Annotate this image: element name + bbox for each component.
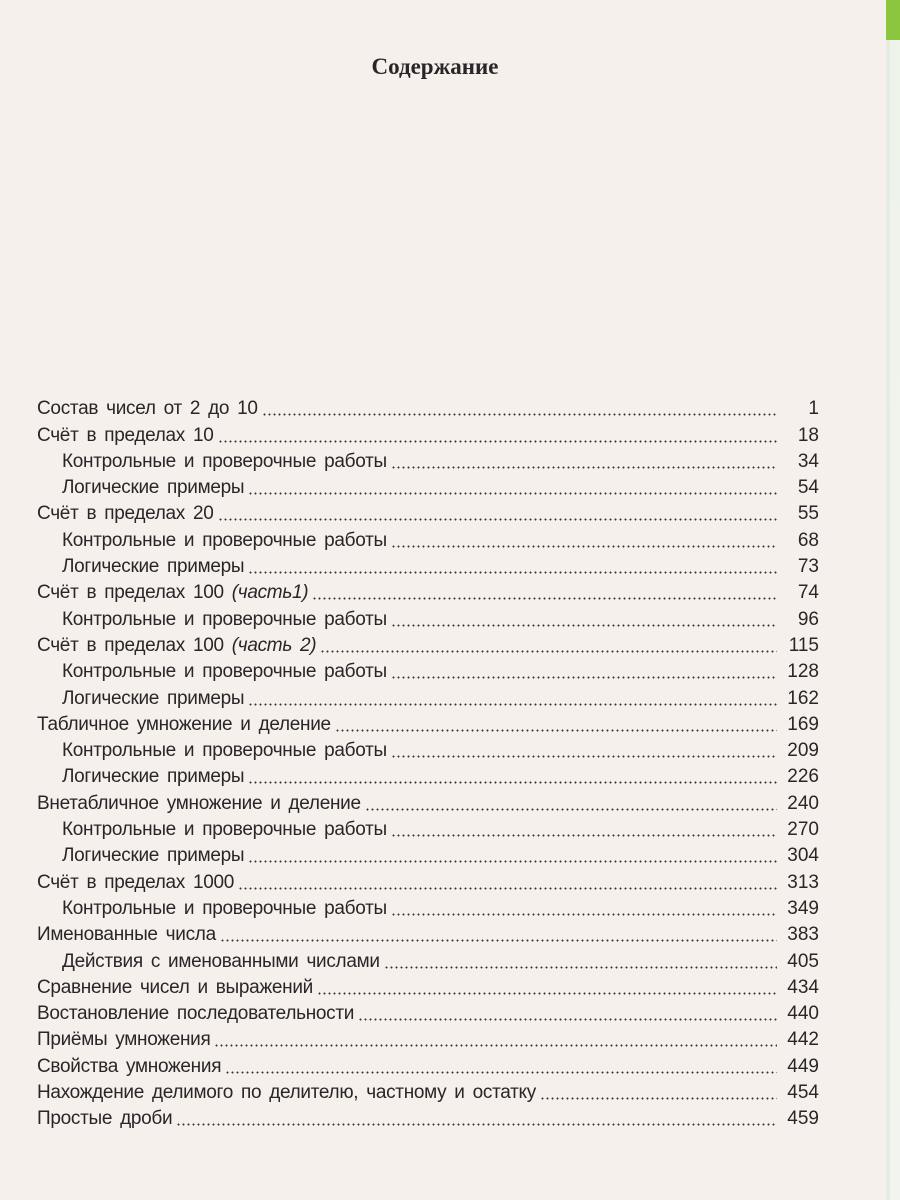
toc-entry-page: 96 [797, 608, 819, 630]
toc-entry-title [62, 477, 244, 499]
toc-entry [37, 1078, 819, 1104]
toc-entry-page: 240 [787, 792, 819, 814]
toc-entry-page: 162 [787, 687, 819, 709]
toc-entry [37, 552, 819, 578]
toc-entry-text: Табличное умножение и деление [37, 713, 331, 735]
toc-entry-text: Контрольные и проверочные работы [62, 819, 387, 841]
toc-entry-page: 34 [797, 450, 819, 472]
toc-entry-text: Действия с именованными числами [62, 950, 380, 972]
toc-entry-page: 18 [797, 424, 819, 446]
toc-entry-text: Приёмы умножения [37, 1029, 211, 1051]
toc-entry-title [62, 951, 380, 973]
dot-leader [262, 413, 777, 416]
toc-entry-page: 434 [787, 976, 819, 998]
toc-entry [37, 420, 819, 446]
dot-leader [320, 650, 777, 653]
toc-entry-text: Свойства умножения [37, 1055, 222, 1077]
toc-entry [37, 604, 819, 630]
toc-entry-page: 55 [797, 503, 819, 525]
toc-entry [37, 394, 819, 420]
table-of-contents [37, 394, 819, 1130]
toc-entry-text: Счёт в пределах 100 [37, 582, 232, 604]
dot-leader [391, 466, 777, 469]
toc-entry-title [37, 582, 308, 604]
toc-entry [37, 867, 819, 893]
toc-entry-page: 74 [797, 582, 819, 604]
dot-leader [391, 624, 777, 627]
toc-entry-page: 454 [787, 1082, 819, 1104]
toc-entry-part: (часть 2) [231, 634, 317, 656]
toc-entry-page: 405 [787, 950, 819, 972]
toc-entry-title [37, 1082, 536, 1104]
toc-entry [37, 815, 819, 841]
toc-entry [37, 894, 819, 920]
toc-entry-part: (часть1) [231, 582, 309, 604]
toc-entry-title [62, 556, 244, 578]
toc-entry-title [37, 793, 361, 815]
toc-entry-text: Контрольные и проверочные работы [62, 661, 387, 683]
toc-entry [37, 578, 819, 604]
toc-entry-text: Состав чисел от 2 до 10 [37, 398, 258, 420]
toc-entry-page: 270 [787, 819, 819, 841]
dot-leader [391, 755, 777, 758]
toc-entry-page: 226 [787, 766, 819, 788]
toc-entry-text: Контрольные и проверочные работы [62, 740, 387, 762]
dot-leader [391, 676, 777, 679]
toc-entry-text: Внетабличное умножение и деление [37, 792, 361, 814]
dot-leader [391, 545, 777, 548]
dot-leader [176, 1123, 777, 1126]
toc-entry-page: 304 [787, 845, 819, 867]
toc-entry-page: 73 [797, 556, 819, 578]
page-edge-strip [886, 0, 900, 1200]
toc-entry-text: Логические примеры [62, 687, 245, 709]
toc-entry [37, 683, 819, 709]
dot-leader [214, 1044, 777, 1047]
toc-entry [37, 447, 819, 473]
toc-entry-title [37, 714, 331, 736]
toc-entry [37, 1051, 819, 1077]
toc-entry-page: 459 [787, 1108, 819, 1130]
page-title: Содержание [371, 54, 499, 79]
dot-leader [248, 492, 777, 495]
toc-entry [37, 1025, 819, 1051]
dot-leader [391, 913, 777, 916]
toc-entry-title [37, 924, 216, 946]
toc-entry-title [37, 872, 234, 894]
dot-leader [218, 440, 777, 443]
toc-entry-text: Счёт в пределах 100 [37, 634, 232, 656]
toc-entry-page: 440 [787, 1003, 819, 1025]
toc-entry-page: 449 [787, 1055, 819, 1077]
dot-leader [335, 729, 777, 732]
dot-leader [317, 992, 777, 995]
dot-leader [540, 1097, 777, 1100]
toc-entry-title [62, 530, 387, 552]
toc-entry-page: 313 [787, 871, 819, 893]
dot-leader [220, 939, 777, 942]
toc-entry-text: Контрольные и проверочные работы [62, 608, 387, 630]
toc-entry [37, 920, 819, 946]
toc-entry-title [62, 661, 387, 683]
toc-entry-title [37, 1029, 210, 1051]
toc-entry-text: Сравнение чисел и выражений [37, 976, 313, 998]
toc-entry-text: Логические примеры [62, 556, 245, 578]
toc-entry-title [62, 451, 387, 473]
toc-entry [37, 736, 819, 762]
toc-entry-title [62, 898, 387, 920]
toc-entry [37, 631, 819, 657]
toc-entry-title [37, 503, 214, 525]
dot-leader [225, 1071, 777, 1074]
toc-entry-title [62, 819, 387, 841]
toc-entry [37, 473, 819, 499]
toc-entry-title [37, 398, 258, 420]
toc-entry-page: 128 [787, 661, 819, 683]
toc-entry-title [37, 1056, 221, 1078]
toc-entry-text: Счёт в пределах 1000 [37, 871, 235, 893]
toc-entry-page: 1 [808, 398, 819, 420]
toc-entry-text: Счёт в пределах 10 [37, 424, 214, 446]
dot-leader [248, 571, 777, 574]
toc-entry-title [62, 845, 244, 867]
toc-entry [37, 788, 819, 814]
toc-entry-text: Счёт в пределах 20 [37, 503, 214, 525]
toc-entry-page: 68 [797, 529, 819, 551]
toc-entry-text: Именованные числа [37, 924, 216, 946]
toc-entry-page: 115 [788, 634, 819, 656]
toc-entry-page: 54 [797, 477, 819, 499]
toc-entry-text: Востановление последовательности [37, 1003, 355, 1025]
toc-entry [37, 841, 819, 867]
toc-entry-title [62, 609, 387, 631]
dot-leader [218, 518, 777, 521]
toc-entry-title [37, 977, 313, 999]
dot-leader [365, 808, 777, 811]
toc-entry-page: 349 [787, 897, 819, 919]
toc-entry-text: Логические примеры [62, 477, 245, 499]
toc-entry-text: Контрольные и проверочные работы [62, 450, 387, 472]
dot-leader [358, 1018, 777, 1021]
toc-entry [37, 762, 819, 788]
toc-entry [37, 973, 819, 999]
toc-entry-text: Контрольные и проверочные работы [62, 529, 387, 551]
dot-leader [238, 887, 777, 890]
toc-entry-text: Контрольные и проверочные работы [62, 897, 387, 919]
toc-entry-text: Нахождение делимого по делителю, частному и остатку [37, 1082, 536, 1104]
toc-entry-title [37, 1003, 354, 1025]
toc-entry-page: 209 [787, 740, 819, 762]
dot-leader [312, 597, 777, 600]
toc-entry-text: Простые дроби [37, 1108, 173, 1130]
toc-entry [37, 657, 819, 683]
toc-entry-title [37, 425, 214, 447]
dot-leader [248, 860, 777, 863]
toc-entry-title [62, 740, 387, 762]
toc-entry-page: 169 [787, 713, 819, 735]
toc-entry-page: 383 [787, 924, 819, 946]
dot-leader [248, 781, 777, 784]
toc-entry [37, 499, 819, 525]
toc-entry-title [62, 688, 244, 710]
toc-entry-title [37, 635, 316, 657]
toc-entry [37, 710, 819, 736]
dot-leader [384, 966, 777, 969]
toc-entry [37, 525, 819, 551]
toc-entry [37, 1104, 819, 1130]
toc-entry-page: 442 [787, 1029, 819, 1051]
toc-entry-title [62, 766, 244, 788]
dot-leader [248, 703, 777, 706]
toc-entry-text: Логические примеры [62, 766, 245, 788]
toc-entry-title [37, 1108, 172, 1130]
dot-leader [391, 834, 777, 837]
toc-entry [37, 999, 819, 1025]
toc-entry-text: Логические примеры [62, 845, 245, 867]
toc-entry [37, 946, 819, 972]
